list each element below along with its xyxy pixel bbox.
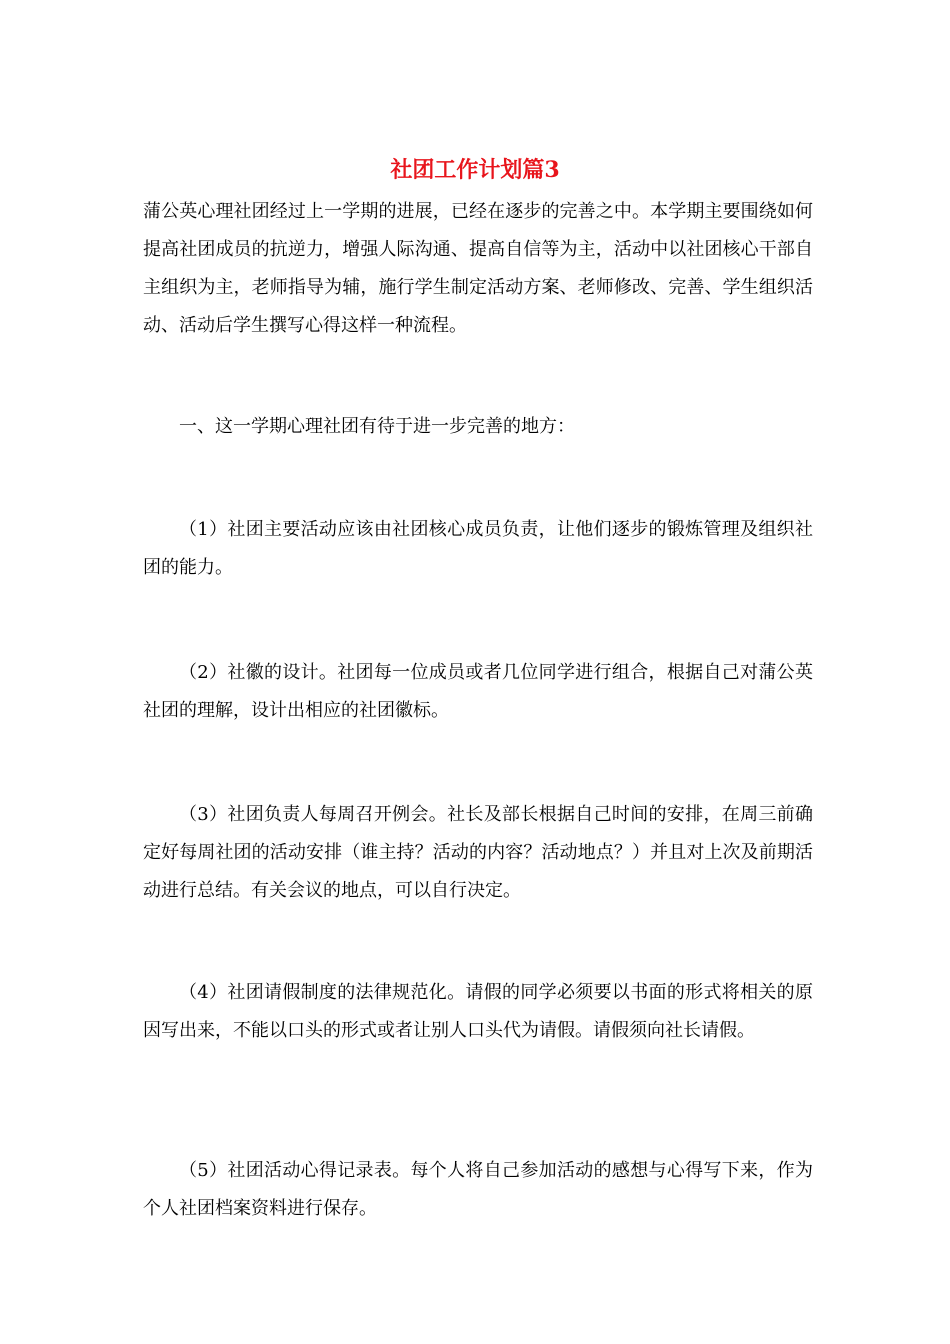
page-title: 社团工作计划篇3: [390, 157, 560, 183]
list-item: （2）社徽的设计。社团每一位成员或者几位同学进行组合，根据自己对蒲公英社团的理解，设计出相应的社团徽标。: [143, 662, 813, 721]
list-item: （3）社团负责人每周召开例会。社长及部长根据自己时间的安排，在周三前确定好每周社团的活动安排（谁主持？活动的内容？活动地点？）并且对上次及前期活动进行总结。有关会议的地点，可以自行决定。: [143, 804, 813, 901]
list-item: （1）社团主要活动应该由社团核心成员负责，让他们逐步的锻炼管理及组织社团的能力。: [143, 519, 813, 578]
list-item: （4）社团请假制度的法律规范化。请假的同学必须要以书面的形式将相关的原因写出来，不能以口头的形式或者让别人口头代为请假。请假须向社长请假。: [143, 982, 813, 1041]
list-item: （5）社团活动心得记录表。每个人将自己参加活动的感想与心得写下来，作为个人社团档案资料进行保存。: [143, 1160, 813, 1219]
intro-paragraph: 蒲公英心理社团经过上一学期的进展，已经在逐步的完善之中。本学期主要围绕如何提高社团成员的抗逆力，增强人际沟通、提高自信等为主，活动中以社团核心干部自主组织为主，老师指导为辅，施行学生制定活动方案、老师修改、完善、学生组织活动、活动后学生撰写心得这样一种流程。: [143, 201, 813, 336]
section-heading: 一、这一学期心理社团有待于进一步完善的地方：: [179, 416, 575, 437]
